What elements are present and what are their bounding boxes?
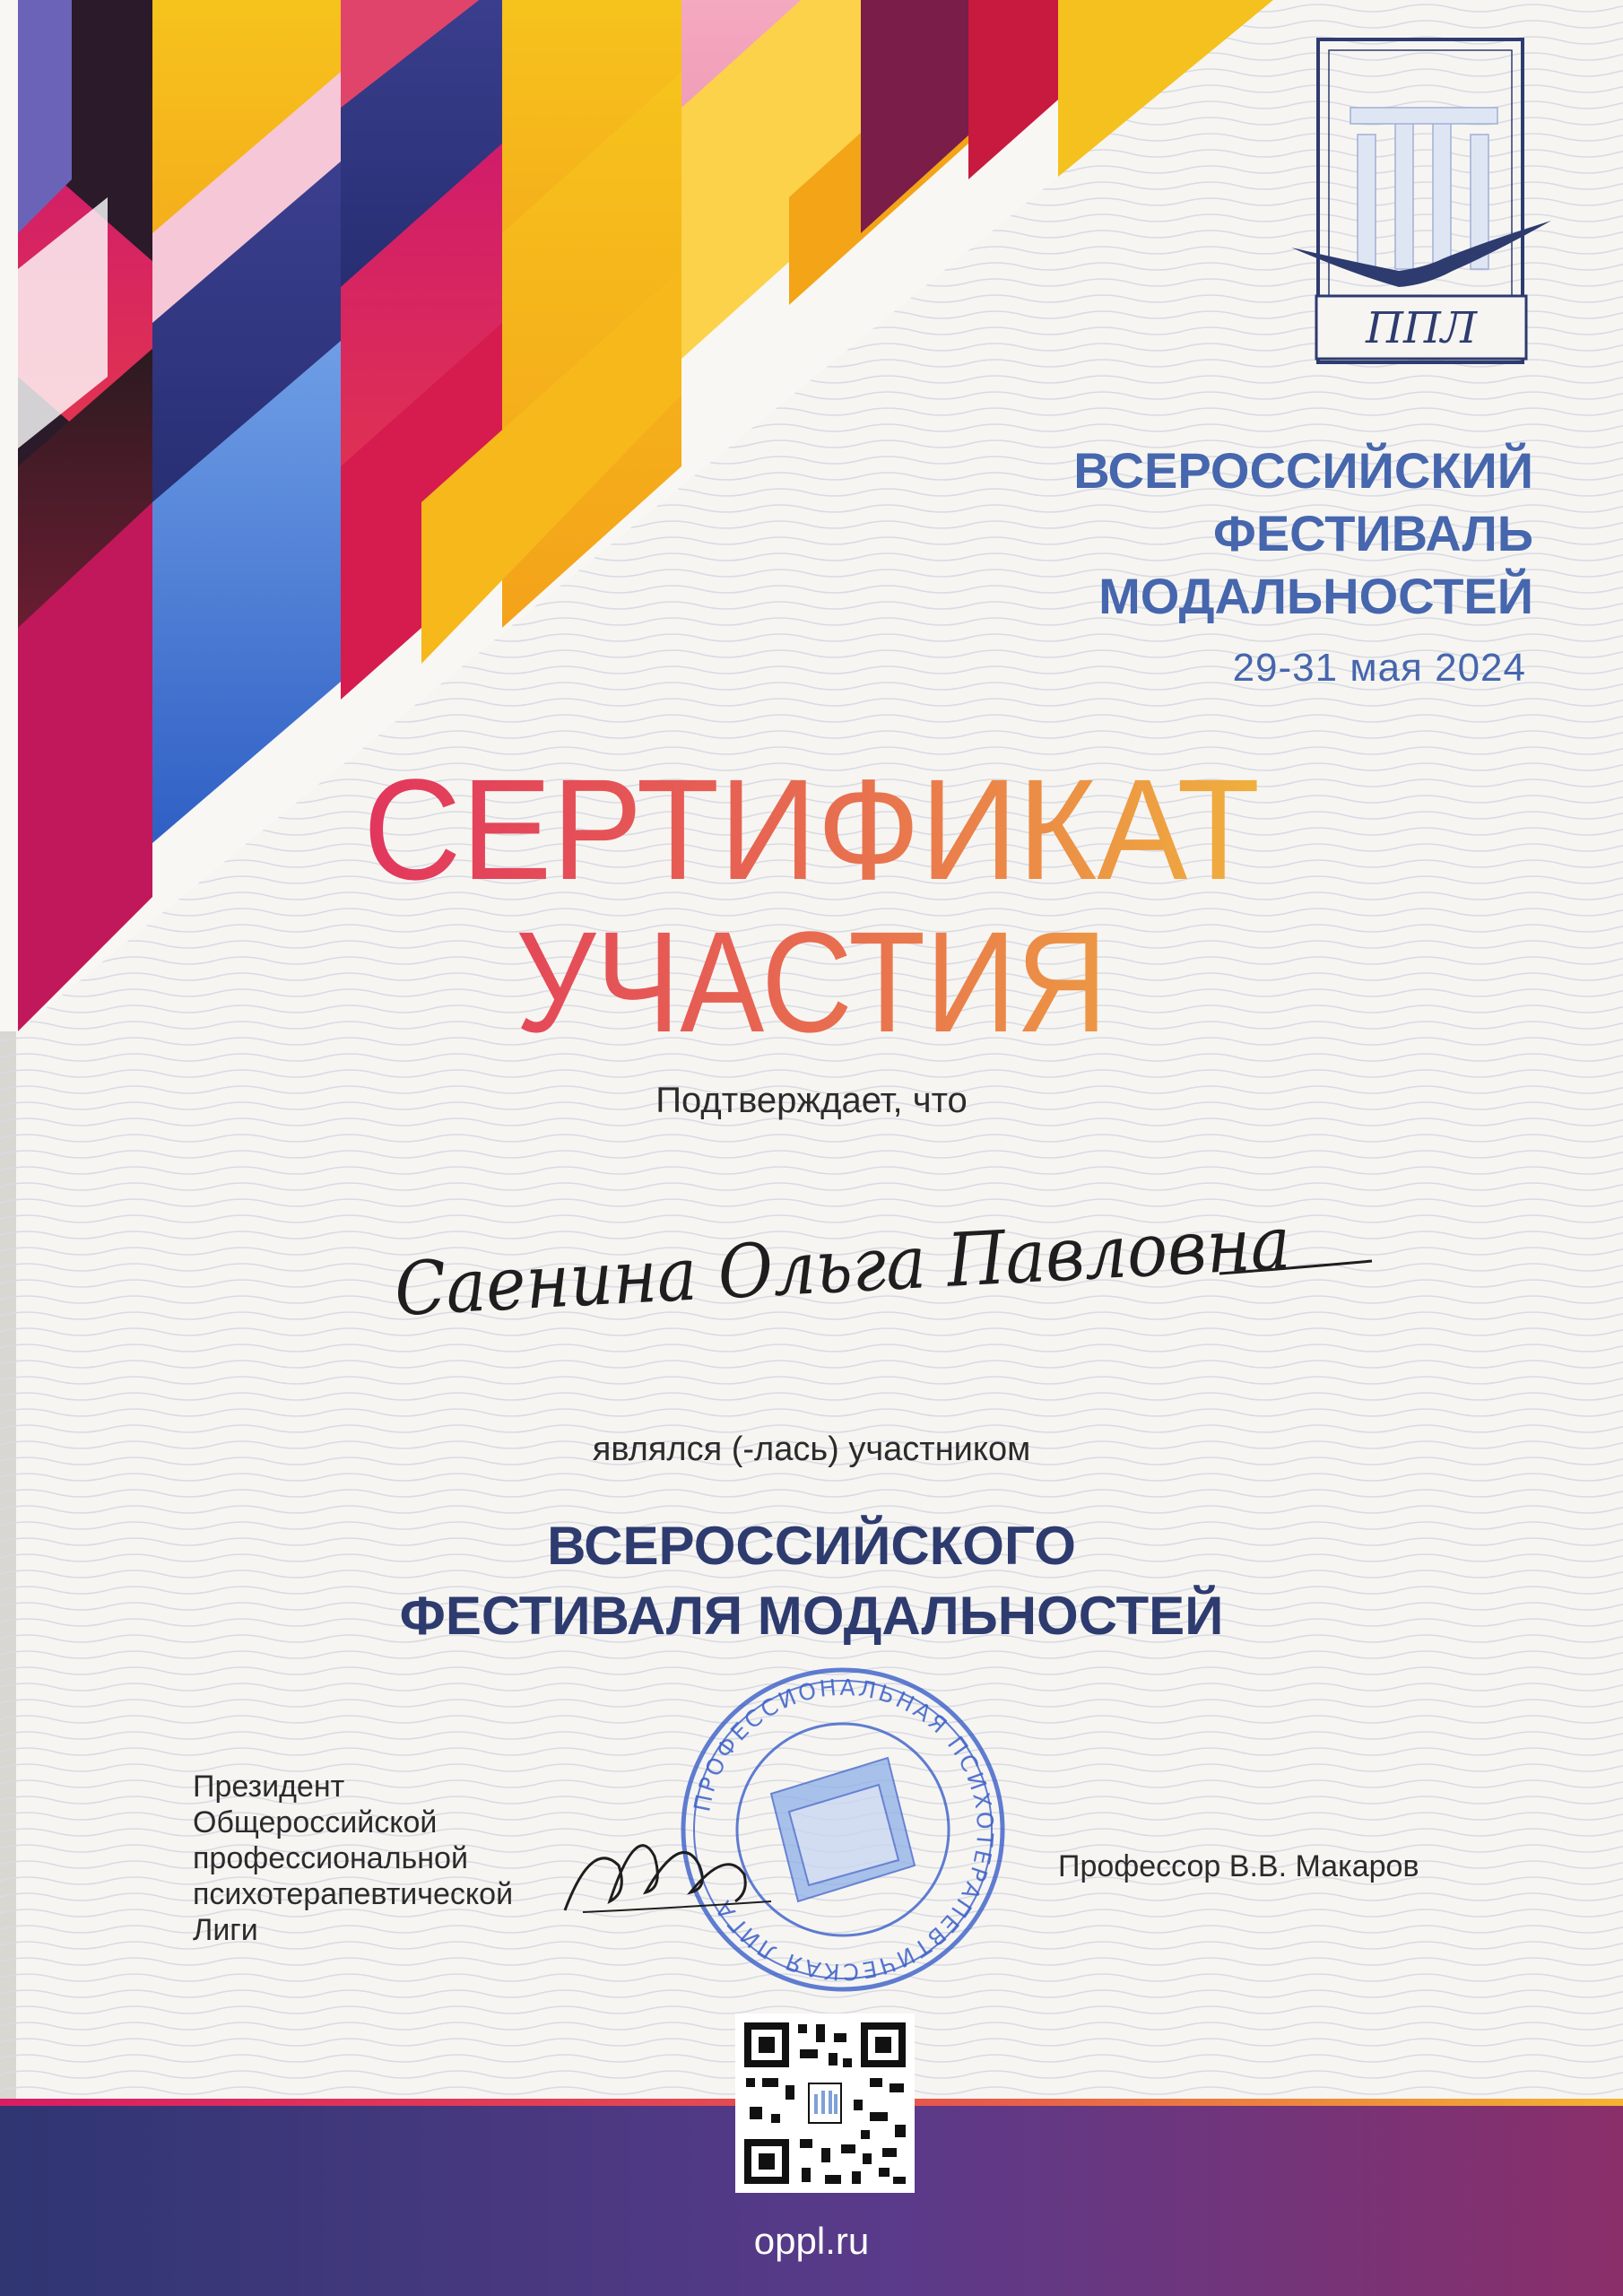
signatory-name: Профессор В.В. Макаров bbox=[1058, 1849, 1419, 1883]
confirms-text: Подтверждает, что bbox=[655, 1081, 968, 1120]
website-link[interactable]: oppl.ru bbox=[753, 2220, 870, 2262]
festival-name bbox=[0, 1511, 1623, 1651]
festival-header-title bbox=[852, 439, 1533, 628]
participant-name-handwritten bbox=[377, 1175, 1399, 1354]
festival-name-line: ФЕСТИВАЛЯ МОДАЛЬНОСТЕЙ bbox=[399, 1586, 1224, 1646]
svg-text:ПРОФЕССИОНАЛЬНАЯ ПСИХОТЕРАПЕВТ: ПРОФЕССИОНАЛЬНАЯ ПСИХОТЕРАПЕВТИЧЕСКАЯ ЛИГА bbox=[689, 1674, 999, 1986]
festival-name-line: ВСЕРОССИЙСКОГО bbox=[547, 1516, 1076, 1576]
header-title-line: ФЕСТИВАЛЬ bbox=[1213, 505, 1533, 561]
svg-text:ППЛ: ППЛ bbox=[1366, 303, 1477, 353]
certificate-title-line1: СЕРТИФИКАТ bbox=[363, 749, 1260, 909]
signatory-position-line: Общероссийской bbox=[193, 1805, 438, 1839]
header-title-line: МОДАЛЬНОСТЕЙ bbox=[1098, 568, 1533, 624]
festival-dates: 29-31 мая 2024 bbox=[1232, 646, 1526, 690]
signatory-position-line: психотерапевтической bbox=[193, 1877, 514, 1911]
certificate-title-line2: УЧАСТИЯ bbox=[516, 901, 1107, 1062]
qr-code-icon[interactable] bbox=[735, 2013, 915, 2193]
ppl-logo bbox=[1291, 36, 1551, 395]
signatory-position bbox=[193, 1769, 578, 1948]
signatory-position-line: Лиги bbox=[193, 1913, 258, 1947]
certificate-title bbox=[0, 744, 1623, 1067]
participation-role: являлся (-лась) участником bbox=[592, 1431, 1031, 1468]
header-title-line: ВСЕРОССИЙСКИЙ bbox=[1073, 442, 1533, 499]
signatory-position-line: профессиональной bbox=[193, 1841, 468, 1875]
president-signature bbox=[556, 1803, 789, 1937]
participant-name: Саенина Ольга Павловна bbox=[392, 1196, 1380, 1334]
signatory-position-line: Президент bbox=[193, 1770, 345, 1804]
